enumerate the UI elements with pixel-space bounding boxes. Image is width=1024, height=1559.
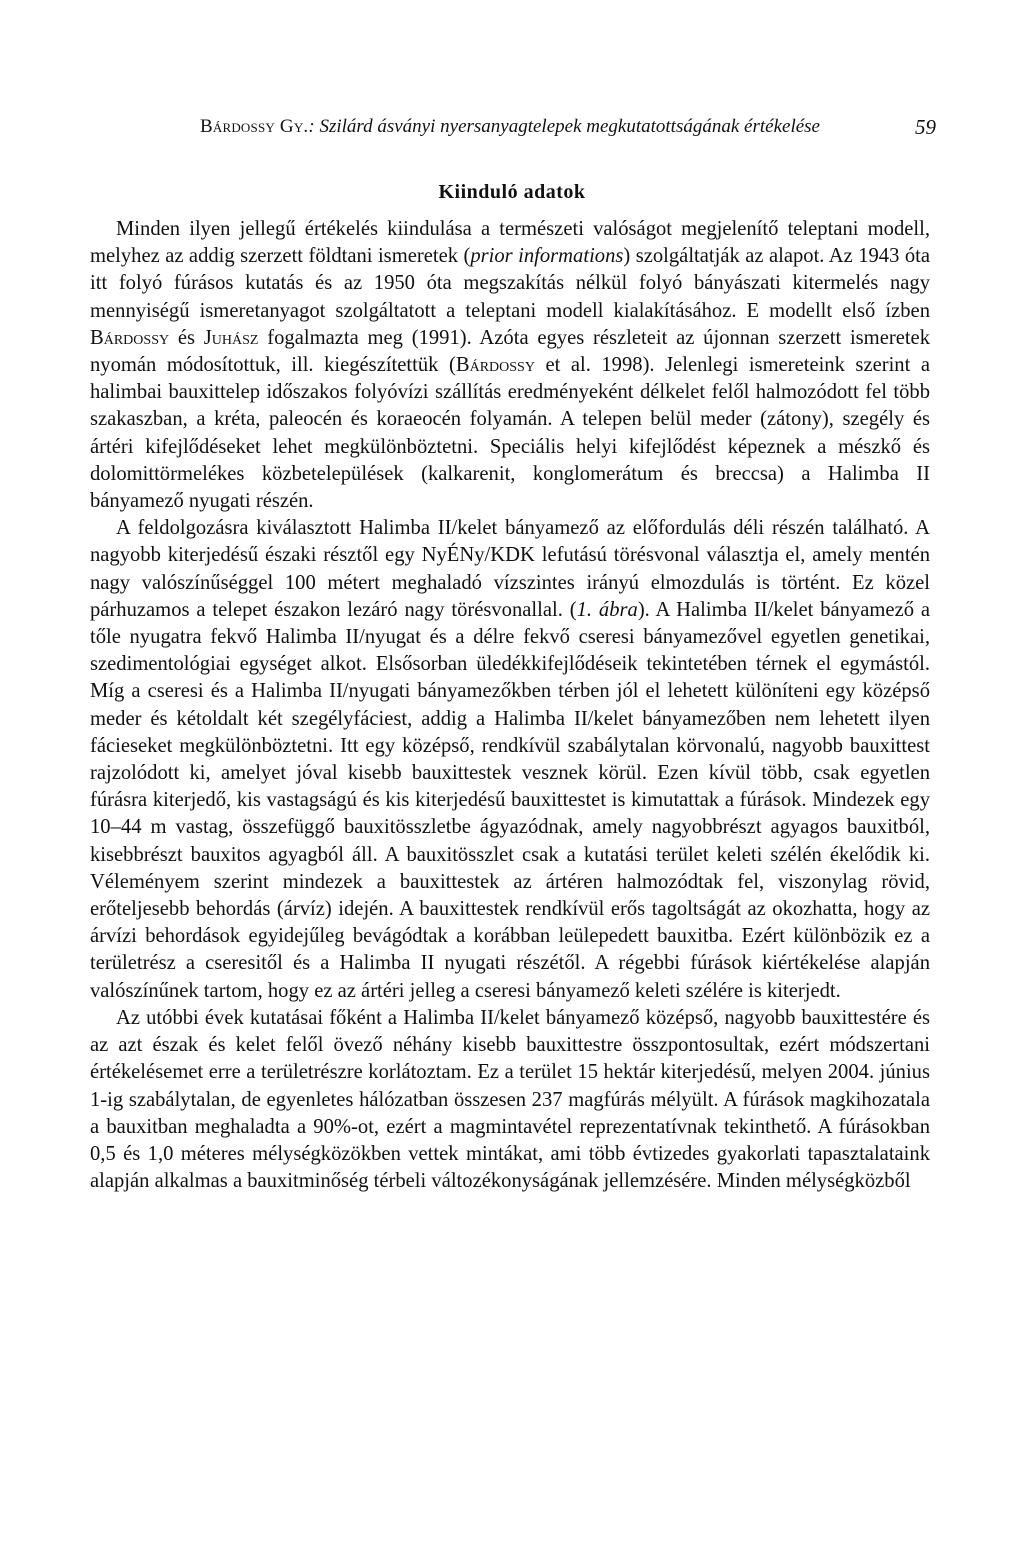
paragraph-2 [90, 515, 930, 1005]
paragraph-1 [90, 216, 930, 515]
paragraph-1-text-a: Minden ilyen jellegű értékelés kiindulása a természeti valóságot megjelenítő teleptani modell, melyhez az addig szerzett földtani ismeretek ( [90, 218, 930, 268]
paragraph-1-text-b: ) szolgáltatják az alapot. Az 1943 óta itt folyó fúrásos kutatás és az 1950 óta megszakítás nélkül folyó bányászati kitermelés nagy mennyiségű ismeretanyagot szolgáltatott a teleptani modell kialakításához. E modellt első ízben [90, 245, 931, 322]
paragraph-2-text-a: A feldolgozásra kiválasztott Halimba II/kelet bányamező az előfordulás déli részén található. A nagyobb kiterjedésű északi résztől egy NyÉNy/KDK lefutású törésvonal választja el, amely mentén nagy valószínűséggel 100 métert meghaladó vízszintes irányú elmozdulás is történt. Ez közel párhuzamos a telepet északon lezáró nagy törésvonallal. ( [90, 517, 930, 621]
paragraph-1-italic-term: prior informations [470, 245, 624, 268]
header-author: Bárdossy Gy. [200, 116, 309, 137]
paragraph-1-text-c: és [169, 326, 204, 349]
header-separator: : [308, 116, 320, 137]
body-text [90, 216, 930, 1195]
running-header [200, 112, 936, 142]
figure-reference: 1. ábra [576, 598, 638, 621]
section-title: Kiinduló adatok [438, 181, 586, 203]
paragraph-1-text-d: fogalmazta meg (1991). Azóta egyes részleteit az újonnan szerzett ismeretek nyomán módosítottuk, ill. kiegészítettük ( [90, 326, 930, 377]
author-name-bardossy-2: Bárdossy [455, 354, 535, 377]
paragraph-2-text-b: ). A Halimba II/kelet bányamező a tőle nyugatra fekvő Halimba II/nyugat és a délre fekvő cseresi bányamezővel egyetlen genetikai, szedimentológiai egységet alkot. Elsősorban üledékkifejlődéseik tekintetében térnek el egymástól. Míg a cseresi és a Halimba II/nyugati bányamezőkben térben jól el lehetett különíteni egy középső meder és kétoldalt két szegélyfáciest, addig a Halimba II/kelet bányamezőben nem lehetett ilyen fácieseket megkülönböztetni. Itt egy középső, rendkívül szabálytalan körvonalú, nagyobb bauxittest rajzolódott ki, amelyet jóval kisebb bauxittestek vesznek körül. Ezen kívül több, csak egyetlen fúrásra kiterjedő, kis vastagságú és kis kiterjedésű bauxittestet is kimutattak a fúrások. Mindezek egy 10–44 m vastag, összefüggő bauxitösszletbe ágyazódnak, amely nagyobbrészt agyagos bauxitból, kisebbrészt bauxitos agyagból áll. A bauxitösszlet csak a kutatási terület keleti szélén ékelődik ki. Véleményem szerint mindezek a bauxittestek az ártéren halmozódtak fel, viszonylag rövid, erőteljesebb behordás (árvíz) idején. A bauxittestek rendkívül erős tagoltságát az okozhatta, hogy az árvízi behordások egyidejűleg bevágódtak a korábban leülepedett bauxitba. Ezért különbözik ez a területrész a cseresitől és a Halimba II nyugati részétől. A régebbi fúrások kiértékelése alapján valószínűnek tartom, hogy ez az ártéri jelleg a cseresi bányamező keleti szélére is kiterjedt. [90, 598, 931, 1002]
paragraph-3: Az utóbbi évek kutatásai főként a Halimba II/kelet bányamező középső, nagyobb bauxittestére és az azt észak és kelet felől övező néhány kisebb bauxittestre összpontosultak, ezért módszertani értékelésemet erre a területrészre korlátoztam. Ez a terület 15 hektár kiterjedésű, melyen 2004. június 1-ig szabálytalan, de egyenletes hálózatban összesen 237 magfúrás mélyült. A fúrások magkihozatala a bauxitban meghaladta a 90%-ot, ezért a magmintavétel reprezentatívnak tekinthető. A fúrásokban 0,5 és 1,0 méteres mélységközökben vettek mintákat, ami több évtizedes gyakorlati tapasztalataink alapján alkalmas a bauxitminőség térbeli változékonyságának jellemzésére. Minden mélységközből [90, 1006, 930, 1193]
paragraph-1-text-e: et al. 1998). Jelenlegi ismereteink szerint a halimbai bauxittelep időszakos folyóvízi szállítás eredményeként délkelet felől halmozódott fel több szakaszban, a kréta, paleocén és koraeocén folyamán. A telepen belül meder (zátony), szegély és ártéri kifejlődéseket lehet megkülönböztetni. Speciális helyi kifejlődést képeznek a mészkő és dolomittörmelékes közbetelepülések (kalkarenit, konglomerátum és breccsa) a Halimba II bányamező nyugati részén. [90, 354, 930, 513]
header-title: Szilárd ásványi nyersanyagtelepek megkutatottságának értékelése [319, 116, 820, 137]
author-name-juhasz: Juhász [203, 326, 259, 349]
page-number: 59 [915, 115, 936, 139]
author-name-bardossy: Bárdossy [90, 326, 170, 349]
